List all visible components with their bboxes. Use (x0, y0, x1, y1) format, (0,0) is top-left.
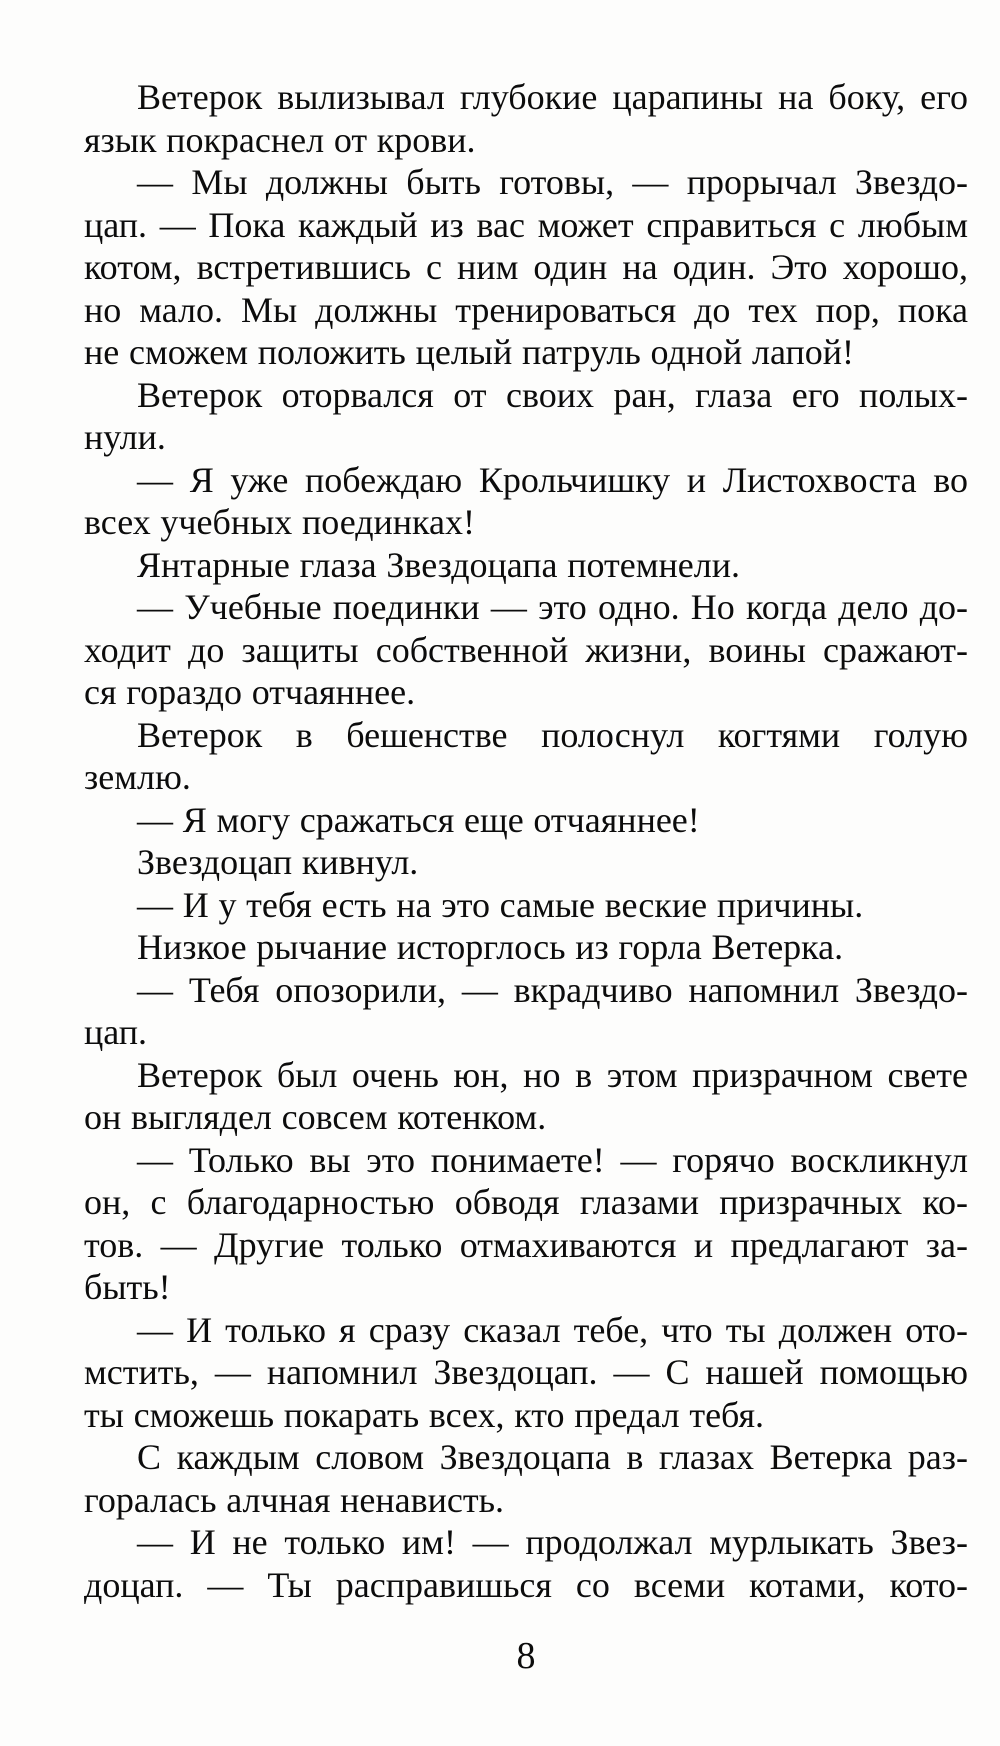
paragraph (84, 1309, 968, 1437)
text-line: тов. — Другие только отмахиваются и предлагают за- (84, 1224, 968, 1265)
text-line: но мало. Мы должны тренироваться до тех пор, пока (84, 289, 968, 330)
page-number: 8 (516, 1635, 536, 1677)
paragraph (84, 714, 968, 799)
text-line: котом, встретившись с ним один на один. Это хорошо, (84, 247, 968, 287)
paragraph (84, 969, 968, 1054)
text-line: Янтарные глаза Звездоцапа потемнели. (137, 544, 740, 585)
text-line: — Мы должны быть готовы, — прорычал Звездо- (137, 162, 968, 202)
text-block (84, 76, 968, 1606)
paragraph (84, 1436, 968, 1521)
text-line: нули. (84, 417, 166, 457)
text-line: язык покраснел от крови. (84, 119, 476, 160)
text-line: быть! (84, 1267, 171, 1307)
text-line: — И не только им! — продолжал мурлыкать Звез- (137, 1522, 968, 1562)
text-line: Ветерок в бешенстве полоснул когтями голую (137, 714, 968, 755)
text-line: — Тебя опозорили, — вкрадчиво напомнил Звездо- (137, 969, 968, 1010)
text-line: — Только вы это понимаете! — горячо воскликнул (137, 1139, 968, 1180)
text-line: Ветерок оторвался от своих ран, глаза его полых- (137, 374, 968, 415)
text-line: — Учебные поединки — это одно. Но когда дело до- (137, 587, 968, 627)
text-line: ся гораздо отчаяннее. (84, 672, 416, 712)
paragraph (84, 884, 968, 927)
text-line: Ветерок вылизывал глубокие царапины на боку, его (137, 77, 968, 117)
paragraph (84, 374, 968, 459)
text-line: он, с благодарностью обводя глазами призрачных ко- (84, 1182, 968, 1222)
text-line: не сможем положить целый патруль одной лапой! (84, 332, 855, 372)
paragraph (84, 76, 968, 161)
text-line: — И только я сразу сказал тебе, что ты должен ото- (137, 1309, 968, 1350)
paragraph (84, 1139, 968, 1309)
text-line: горалась алчная ненависть. (84, 1479, 504, 1520)
text-line: Звездоцап кивнул. (137, 842, 419, 882)
text-line: Ветерок был очень юн, но в этом призрачном свете (137, 1054, 968, 1095)
text-line: мстить, — напомнил Звездоцап. — С нашей помощью (84, 1352, 968, 1392)
paragraph (84, 459, 968, 544)
paragraph (84, 1521, 968, 1606)
text-line: — Я могу сражаться еще отчаяннее! (137, 799, 700, 840)
text-line: всех учебных поединках! (84, 502, 475, 542)
text-line: Низкое рычание исторглось из горла Ветерка. (137, 927, 844, 967)
text-line: — Я уже побеждаю Крольчишку и Листохвоста во (137, 459, 968, 500)
text-line: ты сможешь покарать всех, кто предал тебя. (84, 1394, 765, 1435)
paragraph (84, 586, 968, 714)
text-line: цап. — Пока каждый из вас может справиться с любым (84, 204, 968, 245)
paragraph (84, 1054, 968, 1139)
text-line: С каждым словом Звездоцапа в глазах Ветерка раз- (137, 1437, 968, 1477)
text-line: он выглядел совсем котенком. (84, 1097, 547, 1137)
paragraph (84, 544, 968, 587)
paragraph (84, 799, 968, 842)
paragraph (84, 841, 968, 884)
text-line: ходит до защиты собственной жизни, воины сражают- (84, 629, 968, 670)
text-line: доцап. — Ты расправишься со всеми котами, кото- (84, 1564, 968, 1605)
text-line: землю. (84, 757, 191, 797)
text-line: цап. (84, 1012, 148, 1052)
paragraph (84, 161, 968, 374)
text-line: — И у тебя есть на это самые веские причины. (137, 884, 864, 925)
paragraph (84, 926, 968, 969)
